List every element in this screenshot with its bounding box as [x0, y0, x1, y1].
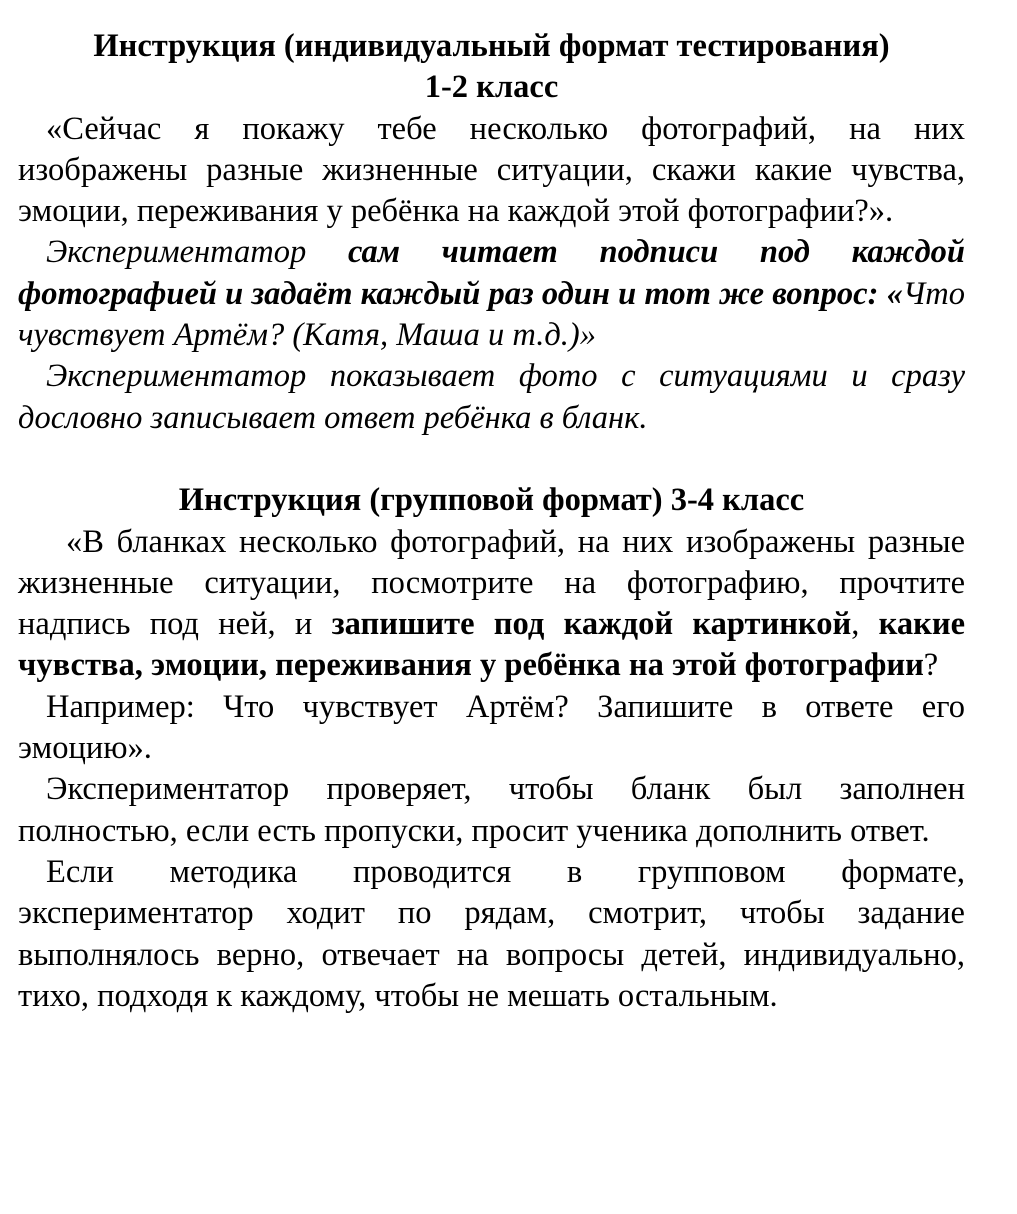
section1-heading-line2: 1-2 класс — [424, 69, 559, 106]
experimenter-reads-bold: сам читает подписи под каждой фотографией и задаёт каждый раз один и тот же вопрос: « — [18, 234, 965, 312]
section2-quote-bold-1: запишите под каждой картинкой — [331, 606, 852, 643]
section2-quote-lead: «В бланках несколько фотографий, на них изображены разные жизненные ситуации, посмотрите на фотографию, прочтите надпись под ней, и — [18, 523, 965, 643]
section2-quote-end: ? — [923, 647, 939, 684]
section1-heading-line1: Инструкция (индивидуальный формат тестирования) — [93, 28, 890, 64]
section2-heading: Инструкция (групповой формат) 3-4 класс — [178, 482, 805, 519]
section2-quote-bold-2: какие чувства, эмоции, переживания у ребёнка на этой фотографии — [18, 606, 966, 684]
section2-example: Например: Что чувствует Артём? Запишите в ответе его эмоцию». — [18, 688, 965, 767]
section2-quote-comma: , — [851, 606, 879, 643]
section2-group-mode: Если методика проводится в групповом формате, экспериментатор ходит по рядам, смотрит, чтобы задание выполнялось верно, отвечает на вопросы детей, индивидуально, тихо, подходя к каждому, чтобы не мешать остальным. — [18, 853, 965, 1014]
instruction-document — [18, 26, 965, 1017]
section1-experimenter-records: Экспериментатор показывает фото с ситуациями и сразу дословно записывает ответ ребёнка в бланк. — [18, 358, 965, 436]
section2-check-blank: Экспериментатор проверяет, чтобы бланк был заполнен полностью, если есть пропуски, просит ученика дополнить ответ. — [18, 771, 965, 849]
section2-instruction-quote — [18, 522, 965, 687]
example-question: Что чувствует Артём? (Катя, Маша и т.д.)» — [18, 275, 965, 354]
section1-instruction-quote: «Сейчас я покажу тебе несколько фотографий, на них изображены разные жизненные ситуации, скажи какие чувства, эмоции, переживания у ребёнка на каждой этой фотографии?». — [18, 110, 965, 230]
experimenter-reads-lead: Экспериментатор — [46, 234, 348, 271]
section1-heading — [18, 26, 965, 109]
section-divider-space — [18, 439, 965, 480]
section1-experimenter-reads — [18, 232, 965, 356]
